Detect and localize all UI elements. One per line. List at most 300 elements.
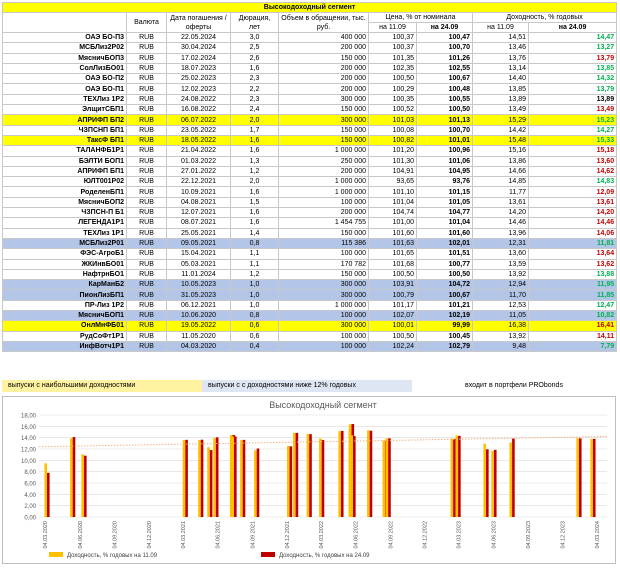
currency-cell: RUB — [127, 259, 167, 269]
yield-2409-cell: 14,20 — [529, 208, 617, 218]
maturity-cell: 27.01.2022 — [167, 166, 231, 176]
yield-1109-cell: 16,38 — [473, 321, 529, 331]
bar-1109 — [183, 440, 186, 517]
x-tick-label: 04.03.2022 — [318, 521, 325, 549]
volume-cell: 300 000 — [279, 280, 369, 290]
yield-2409-cell: 11,95 — [529, 280, 617, 290]
bar-2409 — [73, 437, 76, 517]
yield-chart — [3, 397, 615, 563]
currency-cell: RUB — [127, 300, 167, 310]
yield-2409-cell: 13,85 — [529, 63, 617, 73]
maturity-cell: 23.05.2022 — [167, 125, 231, 135]
currency-cell: RUB — [127, 311, 167, 321]
header-duration: Дюрация, лет — [231, 13, 279, 33]
volume-cell: 300 000 — [279, 321, 369, 331]
table-row — [3, 331, 617, 341]
table-row — [3, 208, 617, 218]
price-1109-cell: 100,52 — [369, 105, 417, 115]
volume-cell: 150 000 — [279, 125, 369, 135]
currency-cell: RUB — [127, 249, 167, 259]
bar-1109 — [491, 451, 494, 517]
yield-2409-cell: 10,82 — [529, 311, 617, 321]
x-tick-label: 04.06.2023 — [491, 521, 498, 549]
volume-cell: 1 000 000 — [279, 146, 369, 156]
price-2409-cell: 101,21 — [417, 300, 473, 310]
yield-2409-cell: 13,60 — [529, 156, 617, 166]
duration-cell: 2,3 — [231, 74, 279, 84]
price-2409-cell: 104,95 — [417, 166, 473, 176]
duration-cell: 1,1 — [231, 259, 279, 269]
currency-cell: RUB — [127, 94, 167, 104]
volume-cell: 100 000 — [279, 331, 369, 341]
bond-name: МСБЛиз2Р01 — [3, 238, 127, 248]
price-1109-cell: 100,08 — [369, 125, 417, 135]
volume-cell: 150 000 — [279, 135, 369, 145]
bond-name: ТЕХЛиз 1Р1 — [3, 228, 127, 238]
maturity-cell: 24.08.2022 — [167, 94, 231, 104]
x-tick-label: 04.12.2020 — [146, 521, 153, 549]
bar-1109 — [198, 440, 201, 517]
maturity-cell: 05.03.2021 — [167, 259, 231, 269]
table-row — [3, 238, 617, 248]
table-row — [3, 341, 617, 351]
currency-cell: RUB — [127, 135, 167, 145]
bar-1109 — [307, 434, 310, 517]
bond-name: АПРИФП БП1 — [3, 166, 127, 176]
currency-cell: RUB — [127, 156, 167, 166]
maturity-cell: 17.02.2024 — [167, 53, 231, 63]
y-tick-label: 8,00 — [24, 470, 36, 477]
volume-cell: 100 000 — [279, 197, 369, 207]
price-1109-cell: 101,30 — [369, 156, 417, 166]
maturity-cell: 10.09.2021 — [167, 187, 231, 197]
maturity-cell: 10.05.2023 — [167, 280, 231, 290]
yield-1109-cell: 11,70 — [473, 290, 529, 300]
maturity-cell: 12.07.2021 — [167, 208, 231, 218]
maturity-cell: 04.03.2020 — [167, 341, 231, 351]
price-2409-cell: 100,48 — [417, 84, 473, 94]
yield-1109-cell: 14,20 — [473, 208, 529, 218]
volume-cell: 150 000 — [279, 53, 369, 63]
bond-name: ОАЭ БО-П2 — [3, 74, 127, 84]
price-2409-cell: 100,45 — [417, 331, 473, 341]
price-2409-cell: 100,70 — [417, 43, 473, 53]
price-1109-cell: 100,50 — [369, 331, 417, 341]
table-row — [3, 321, 617, 331]
currency-cell: RUB — [127, 43, 167, 53]
volume-cell: 1 000 000 — [279, 177, 369, 187]
duration-cell: 1,1 — [231, 249, 279, 259]
bond-name: АПРИФП БП2 — [3, 115, 127, 125]
price-1109-cell: 93,65 — [369, 177, 417, 187]
maturity-cell: 12.02.2023 — [167, 84, 231, 94]
y-tick-label: 4,00 — [24, 492, 36, 499]
duration-cell: 1,0 — [231, 300, 279, 310]
table-row — [3, 187, 617, 197]
bar-1109 — [451, 439, 454, 517]
bond-name: ЧЗПСН-П Б1 — [3, 208, 127, 218]
bar-2409 — [353, 436, 356, 517]
currency-cell: RUB — [127, 177, 167, 187]
yield-1109-cell: 11,77 — [473, 187, 529, 197]
x-tick-label: 04.09.2023 — [526, 521, 533, 549]
y-tick-label: 14,00 — [20, 436, 36, 443]
price-1109-cell: 102,35 — [369, 63, 417, 73]
yield-2409-cell: 14,46 — [529, 218, 617, 228]
price-1109-cell: 101,35 — [369, 53, 417, 63]
yield-2409-cell: 13,62 — [529, 259, 617, 269]
legend-white: входит в портфели PRObonds — [412, 380, 616, 392]
yield-2409-cell: 13,79 — [529, 53, 617, 63]
maturity-cell: 11.05.2020 — [167, 331, 231, 341]
header-yield-date1: на 11.09 — [473, 23, 529, 33]
price-1109-cell: 100,79 — [369, 290, 417, 300]
bar-2409 — [290, 446, 293, 517]
maturity-cell: 18.05.2022 — [167, 135, 231, 145]
duration-cell: 2,0 — [231, 115, 279, 125]
maturity-cell: 10.06.2020 — [167, 311, 231, 321]
duration-cell: 1,6 — [231, 146, 279, 156]
yield-2409-cell: 11,85 — [529, 290, 617, 300]
currency-cell: RUB — [127, 63, 167, 73]
price-2409-cell: 102,79 — [417, 341, 473, 351]
table-row — [3, 84, 617, 94]
volume-cell: 150 000 — [279, 105, 369, 115]
x-tick-label: 04.12.2022 — [422, 521, 429, 549]
bar-1109 — [338, 431, 341, 517]
y-tick-label: 16,00 — [20, 424, 36, 431]
price-2409-cell: 101,15 — [417, 187, 473, 197]
price-1109-cell: 100,01 — [369, 321, 417, 331]
legend-label-2409: Доходность, % годовых на 24.09 — [279, 553, 370, 559]
bar-1109 — [367, 430, 370, 517]
price-2409-cell: 100,67 — [417, 74, 473, 84]
header-price-date1: на 11.09 — [369, 23, 417, 33]
price-1109-cell: 100,82 — [369, 135, 417, 145]
yield-2409-cell: 14,11 — [529, 331, 617, 341]
price-2409-cell: 101,13 — [417, 115, 473, 125]
duration-cell: 2,3 — [231, 94, 279, 104]
maturity-cell: 16.08.2022 — [167, 105, 231, 115]
yield-1109-cell: 14,40 — [473, 74, 529, 84]
yield-1109-cell: 13,14 — [473, 63, 529, 73]
yield-2409-cell: 16,41 — [529, 321, 617, 331]
bar-1109 — [240, 440, 243, 517]
yield-1109-cell: 13,76 — [473, 53, 529, 63]
bar-1109 — [455, 435, 458, 517]
yield-1109-cell: 13,89 — [473, 94, 529, 104]
price-1109-cell: 100,50 — [369, 74, 417, 84]
yield-1109-cell: 13,85 — [473, 84, 529, 94]
yield-2409-cell: 12,47 — [529, 300, 617, 310]
currency-cell: RUB — [127, 74, 167, 84]
duration-cell: 1,2 — [231, 166, 279, 176]
table-row — [3, 125, 617, 135]
maturity-cell: 25.05.2021 — [167, 228, 231, 238]
price-2409-cell: 100,50 — [417, 269, 473, 279]
header-price: Цена, % от номинала — [369, 13, 473, 23]
price-1109-cell: 102,07 — [369, 311, 417, 321]
table-row — [3, 166, 617, 176]
maturity-cell: 22.12.2021 — [167, 177, 231, 187]
maturity-cell: 15.04.2021 — [167, 249, 231, 259]
table-row — [3, 33, 617, 43]
volume-cell: 200 000 — [279, 74, 369, 84]
price-2409-cell: 101,06 — [417, 156, 473, 166]
duration-cell: 1,7 — [231, 125, 279, 135]
currency-cell: RUB — [127, 84, 167, 94]
maturity-cell: 06.12.2021 — [167, 300, 231, 310]
volume-cell: 100 000 — [279, 311, 369, 321]
yield-1109-cell: 15,48 — [473, 135, 529, 145]
maturity-cell: 19.05.2022 — [167, 321, 231, 331]
duration-cell: 0,6 — [231, 331, 279, 341]
yield-1109-cell: 14,85 — [473, 177, 529, 187]
volume-cell: 115 386 — [279, 238, 369, 248]
yield-2409-cell: 13,61 — [529, 197, 617, 207]
y-tick-label: 10,00 — [20, 458, 36, 465]
bond-name: РоделенБП1 — [3, 187, 127, 197]
bond-name: РудСоФт1Р1 — [3, 331, 127, 341]
yield-1109-cell: 14,42 — [473, 125, 529, 135]
price-2409-cell: 101,26 — [417, 53, 473, 63]
table-row — [3, 259, 617, 269]
price-2409-cell: 100,96 — [417, 146, 473, 156]
volume-cell: 1 000 000 — [279, 300, 369, 310]
price-2409-cell: 102,01 — [417, 238, 473, 248]
table-row — [3, 280, 617, 290]
price-1109-cell: 101,04 — [369, 197, 417, 207]
volume-cell: 300 000 — [279, 290, 369, 300]
x-tick-label: 04.09.2020 — [112, 521, 119, 549]
header-yield: Доходность, % годовых — [473, 13, 617, 23]
yield-1109-cell: 12,94 — [473, 280, 529, 290]
legend-yellow: выпуски с наибольшими доходностями — [2, 380, 202, 392]
yield-1109-cell: 13,59 — [473, 259, 529, 269]
price-2409-cell: 93,76 — [417, 177, 473, 187]
bar-2409 — [370, 431, 373, 517]
maturity-cell: 21.04.2022 — [167, 146, 231, 156]
volume-cell: 200 000 — [279, 63, 369, 73]
bar-2409 — [243, 440, 246, 517]
yield-1109-cell: 15,29 — [473, 115, 529, 125]
bar-2409 — [185, 440, 188, 517]
maturity-cell: 31.05.2023 — [167, 290, 231, 300]
bond-name: ЖКИнвБО01 — [3, 259, 127, 269]
price-2409-cell: 101,04 — [417, 218, 473, 228]
price-1109-cell: 101,63 — [369, 238, 417, 248]
currency-cell: RUB — [127, 53, 167, 63]
duration-cell: 0,8 — [231, 311, 279, 321]
currency-cell: RUB — [127, 218, 167, 228]
maturity-cell: 25.02.2023 — [167, 74, 231, 84]
yield-2409-cell: 13,88 — [529, 269, 617, 279]
chart-title: Высокодоходный сегмент — [269, 400, 377, 410]
table-row — [3, 290, 617, 300]
price-2409-cell: 99,99 — [417, 321, 473, 331]
duration-cell: 2,2 — [231, 84, 279, 94]
yield-2409-cell: 13,27 — [529, 43, 617, 53]
table-row — [3, 269, 617, 279]
bar-2409 — [84, 456, 87, 517]
bar-1109 — [207, 447, 210, 517]
bar-1109 — [213, 438, 216, 517]
bar-2409 — [494, 450, 497, 517]
x-tick-label: 04.09.2021 — [250, 521, 257, 549]
yield-2409-cell: 14,62 — [529, 166, 617, 176]
bond-name: ПР-Лиз 1Р2 — [3, 300, 127, 310]
x-tick-label: 04.06.2020 — [77, 521, 84, 549]
y-tick-label: 2,00 — [24, 504, 36, 511]
yield-2409-cell: 13,64 — [529, 249, 617, 259]
price-2409-cell: 100,67 — [417, 290, 473, 300]
yield-1109-cell: 11,05 — [473, 311, 529, 321]
bond-name: ПионЛизБП1 — [3, 290, 127, 300]
header-volume: Объем в обращении, тыс. руб. — [279, 13, 369, 33]
yield-1109-cell: 13,92 — [473, 269, 529, 279]
duration-cell: 0,6 — [231, 321, 279, 331]
bond-name: ОАЭ БО-П1 — [3, 84, 127, 94]
bond-name: ОнлМнФБ01 — [3, 321, 127, 331]
bond-name: ЧЗПСНП БП1 — [3, 125, 127, 135]
duration-cell: 1,0 — [231, 290, 279, 300]
bond-name: ЭлщитСБП1 — [3, 105, 127, 115]
yield-2409-cell: 12,09 — [529, 187, 617, 197]
price-2409-cell: 101,01 — [417, 135, 473, 145]
bar-1109 — [254, 450, 257, 517]
bond-name: ИнфВотч1Р1 — [3, 341, 127, 351]
bar-2409 — [341, 431, 344, 517]
bond-name: КарМанБ2 — [3, 280, 127, 290]
table-row — [3, 197, 617, 207]
yield-1109-cell: 13,96 — [473, 228, 529, 238]
volume-cell: 200 000 — [279, 84, 369, 94]
price-1109-cell: 101,65 — [369, 249, 417, 259]
duration-cell: 1,6 — [231, 218, 279, 228]
maturity-cell: 18.07.2023 — [167, 63, 231, 73]
price-1109-cell: 103,91 — [369, 280, 417, 290]
bar-2409 — [453, 439, 456, 517]
volume-cell: 1 454 755 — [279, 218, 369, 228]
bar-1109 — [576, 438, 579, 517]
table-row — [3, 228, 617, 238]
price-2409-cell: 100,50 — [417, 105, 473, 115]
bond-name: МСБЛиз2Р02 — [3, 43, 127, 53]
yield-1109-cell: 12,31 — [473, 238, 529, 248]
bond-name: ФЭС-АгроБ1 — [3, 249, 127, 259]
currency-cell: RUB — [127, 331, 167, 341]
currency-cell: RUB — [127, 197, 167, 207]
volume-cell: 300 000 — [279, 115, 369, 125]
table-row — [3, 105, 617, 115]
yield-1109-cell: 13,46 — [473, 43, 529, 53]
price-2409-cell: 101,51 — [417, 249, 473, 259]
yield-2409-cell: 7,79 — [529, 341, 617, 351]
bar-2409 — [309, 434, 312, 517]
duration-cell: 1,6 — [231, 135, 279, 145]
duration-cell: 0,8 — [231, 238, 279, 248]
yield-1109-cell: 12,53 — [473, 300, 529, 310]
bar-2409 — [512, 439, 515, 517]
price-2409-cell: 104,72 — [417, 280, 473, 290]
currency-cell: RUB — [127, 33, 167, 43]
bar-1109 — [44, 463, 47, 517]
y-tick-label: 6,00 — [24, 481, 36, 488]
currency-cell: RUB — [127, 115, 167, 125]
table-row — [3, 311, 617, 321]
bar-2409 — [388, 438, 391, 517]
bond-name: МясничБОП1 — [3, 311, 127, 321]
bond-name: МясничБОП3 — [3, 53, 127, 63]
bond-name: ЮЛТ001Р02 — [3, 177, 127, 187]
price-1109-cell: 101,17 — [369, 300, 417, 310]
duration-cell: 1,6 — [231, 63, 279, 73]
price-1109-cell: 101,03 — [369, 115, 417, 125]
yield-1109-cell: 14,46 — [473, 218, 529, 228]
maturity-cell: 22.05.2024 — [167, 33, 231, 43]
y-tick-label: 0,00 — [24, 515, 36, 522]
yield-2409-cell: 15,33 — [529, 135, 617, 145]
bar-2409 — [47, 473, 50, 517]
currency-cell: RUB — [127, 125, 167, 135]
currency-cell: RUB — [127, 105, 167, 115]
bond-name: БЭЛТИ БОП1 — [3, 156, 127, 166]
currency-cell: RUB — [127, 166, 167, 176]
legend-swatch-2409 — [261, 552, 275, 557]
price-1109-cell: 101,10 — [369, 187, 417, 197]
price-1109-cell: 102,24 — [369, 341, 417, 351]
table-row — [3, 135, 617, 145]
currency-cell: RUB — [127, 269, 167, 279]
bar-1109 — [287, 446, 290, 517]
yield-2409-cell: 13,79 — [529, 84, 617, 94]
yield-1109-cell: 13,92 — [473, 331, 529, 341]
bar-2409 — [486, 449, 489, 517]
bar-2409 — [458, 436, 461, 517]
volume-cell: 150 000 — [279, 269, 369, 279]
x-tick-label: 04.12.2023 — [560, 521, 567, 549]
legend-label-1109: Доходность, % годовых на 11.09 — [67, 553, 158, 559]
yield-1109-cell: 13,60 — [473, 249, 529, 259]
duration-cell: 2,6 — [231, 53, 279, 63]
duration-cell: 1,3 — [231, 156, 279, 166]
x-tick-label: 04.03.2024 — [595, 521, 601, 549]
yield-1109-cell: 14,51 — [473, 33, 529, 43]
bond-name: ТАЛАНФБ1Р1 — [3, 146, 127, 156]
volume-cell: 150 000 — [279, 228, 369, 238]
maturity-cell: 08.07.2021 — [167, 218, 231, 228]
table-row — [3, 53, 617, 63]
bar-1109 — [350, 435, 353, 517]
header-maturity: Дата погашения / оферты — [167, 13, 231, 33]
header-name — [3, 13, 127, 33]
bar-1109 — [386, 438, 389, 517]
bar-1109 — [483, 444, 486, 517]
duration-cell: 1,6 — [231, 208, 279, 218]
yield-2409-cell: 15,18 — [529, 146, 617, 156]
duration-cell: 2,0 — [231, 177, 279, 187]
bar-2409 — [210, 450, 213, 517]
bar-1109 — [70, 438, 73, 517]
x-tick-label: 04.12.2021 — [284, 521, 291, 549]
yield-2409-cell: 13,49 — [529, 105, 617, 115]
price-2409-cell: 102,19 — [417, 311, 473, 321]
price-1109-cell: 101,00 — [369, 218, 417, 228]
price-2409-cell: 104,77 — [417, 208, 473, 218]
price-1109-cell: 101,68 — [369, 259, 417, 269]
duration-cell: 1,2 — [231, 269, 279, 279]
bar-2409 — [201, 440, 204, 517]
